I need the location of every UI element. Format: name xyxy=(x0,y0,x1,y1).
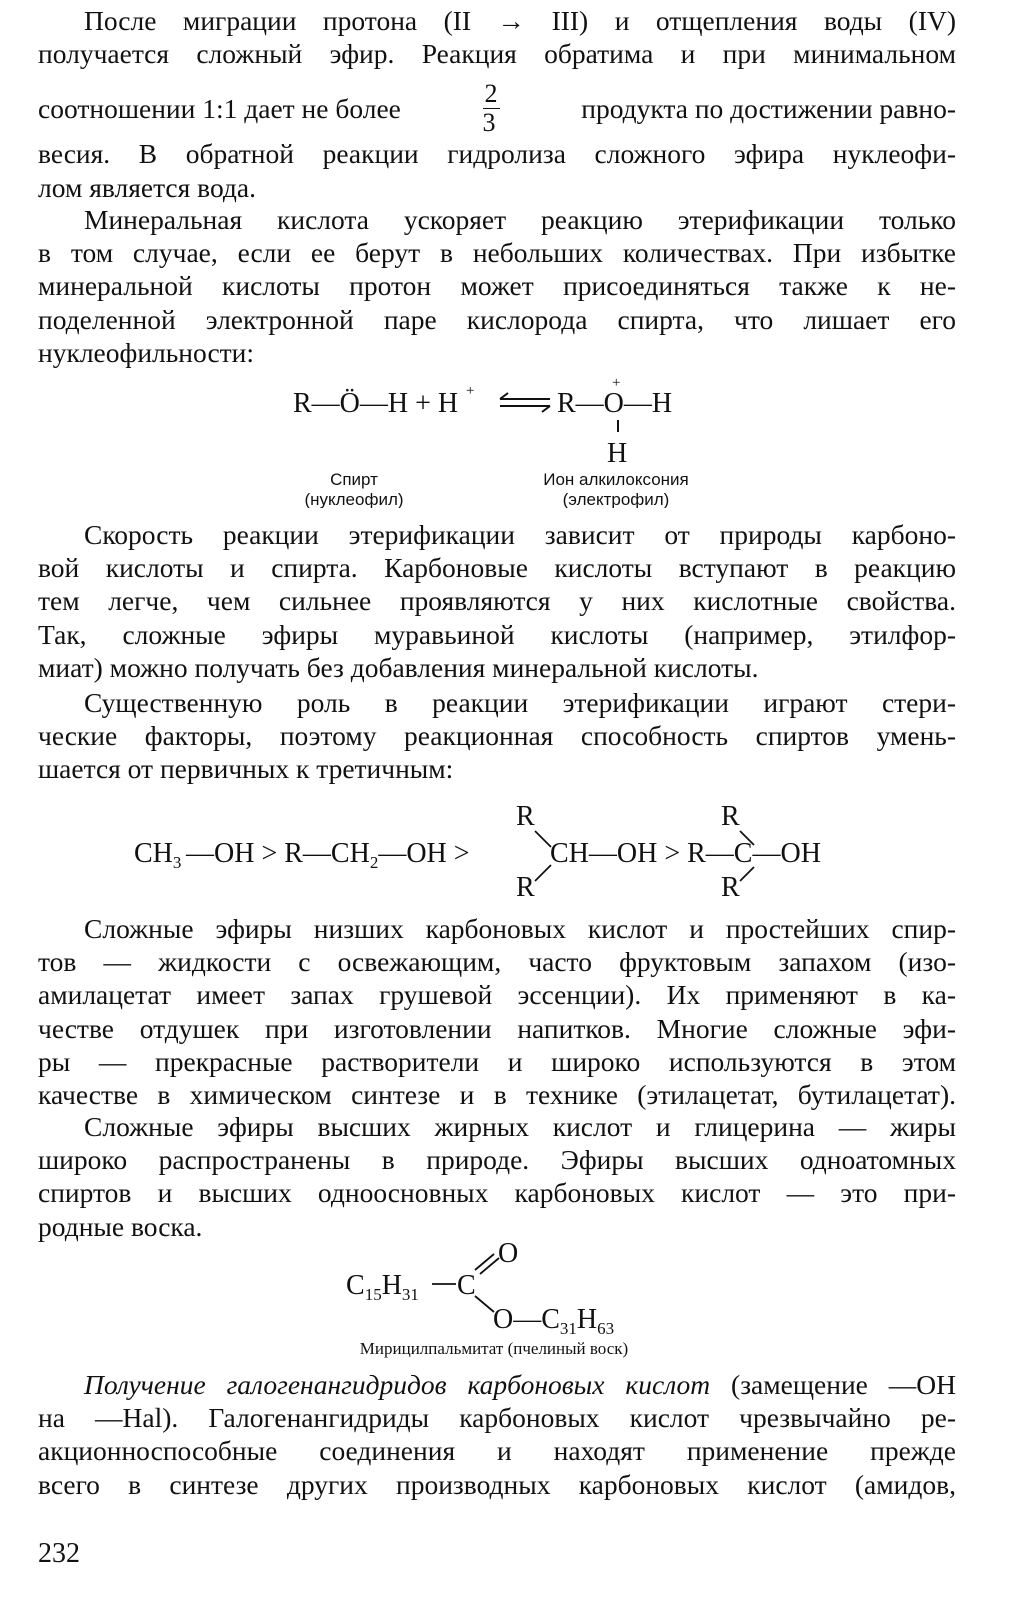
eq2-ch3: $CH_3$ xyxy=(134,838,182,872)
bond-line xyxy=(475,1296,494,1312)
text-line: вой кислоты и спирта. Карбоновые кислоты вступают в реакцию xyxy=(38,552,956,584)
text-line: тем легче, чем сильнее проявляются у них кислотные свойства. xyxy=(38,585,956,617)
eq1-oxonium-plus: + xyxy=(612,375,621,391)
text-line: Минеральная кислота ускоряет реакцию этерификации только xyxy=(84,204,956,235)
text-line: лом является вода. xyxy=(38,171,256,203)
paragraph-7 xyxy=(38,1368,956,1501)
eq3-carbonyl-o: O xyxy=(498,1238,519,1269)
eq1-left: R—Ö—H + H xyxy=(293,388,459,419)
bond-line xyxy=(535,865,551,881)
text-line: После миграции протона (II → III) и отщепления воды (IV) xyxy=(84,5,956,36)
text-line-with-fraction xyxy=(38,80,956,137)
bond-line xyxy=(740,867,754,881)
fraction-denominator: 3 xyxy=(482,108,496,138)
eq3-c15h31: $C_{15}H_{31}$ xyxy=(346,1270,419,1304)
page-number: 232 xyxy=(38,1538,80,1569)
text-line: качестве в химическом синтезе и в технике (этилацетат, бутилацетат). xyxy=(38,1079,956,1111)
text-line xyxy=(38,1368,956,1401)
eq2-r-bottom-1: R xyxy=(516,872,535,903)
text-line: спиртов и высших одноосновных карбоновых кислот — это при- xyxy=(38,1177,956,1209)
italic-heading: Получение галогенангидридов карбоновых кислот xyxy=(84,1369,711,1400)
eq1-right-h: H xyxy=(607,438,628,469)
text-line: честве отдушек при изготовлении напитков. Многие сложные эфи- xyxy=(38,1012,956,1044)
text-line: весия. В обратной реакции гидролиза сложного эфира нуклеофи- xyxy=(38,138,956,170)
paragraph-1 xyxy=(38,4,956,204)
text-fragment: (замещение —OH xyxy=(710,1369,956,1400)
caption-myricyl-palmitate: Мирицилпальмитат (пчелиный воск) xyxy=(359,1339,629,1358)
bond-line xyxy=(535,831,551,847)
eq2-secondary-tertiary: CH—OH > R—C—OH xyxy=(550,838,821,869)
text-line: нуклеофильности: xyxy=(38,336,255,368)
text-line: тов — жидкости с освежающим, часто фруктовым запахом (изо- xyxy=(38,946,956,978)
fraction-numerator: 2 xyxy=(484,79,498,109)
text-line: поделенной электронной паре кислорода спирта, что лишает его xyxy=(38,303,956,335)
text-line: родные воска. xyxy=(38,1210,203,1242)
fraction xyxy=(483,80,500,137)
caption-nucleophile: (нуклеофил) xyxy=(304,490,404,508)
text-line: в том случае, если ее берут в небольших количествах. При избытке xyxy=(38,237,956,269)
paragraph-6 xyxy=(38,1110,956,1243)
text-line: минеральной кислоты протон может присоединяться также к не- xyxy=(38,270,956,302)
text-line: шается от первичных к третичным: xyxy=(38,753,454,785)
text-line: амилацетат имеет запах грушевой эссенции). Их применяют в ка- xyxy=(38,979,956,1011)
paragraph-4 xyxy=(38,686,956,786)
equation-alcohol-reactivity xyxy=(38,795,956,907)
paragraph-3 xyxy=(38,518,956,684)
text-line: Сложные эфиры высших жирных кислот и глицерина — жиры xyxy=(84,1111,956,1142)
text-fragment: соотношении 1:1 дает не более xyxy=(38,93,401,125)
text-line: широко распространены в природе. Эфиры высших одноатомных xyxy=(38,1144,956,1176)
text-line: миат) можно получать без добавления минеральной кислоты. xyxy=(38,651,759,683)
text-line: на —Hal). Галогенангидриды карбоновых кислот чрезвычайно ре- xyxy=(38,1402,956,1434)
eq2-r-bottom-2: R xyxy=(721,872,740,903)
eq3-ester-chain: $O—C_{31}H_{63}$ xyxy=(493,1304,615,1338)
paragraph-2 xyxy=(38,203,956,369)
text-line: Так, сложные эфиры муравьиной кислоты (например, этилфор- xyxy=(38,618,956,650)
text-line: получается сложный эфир. Реакция обратима и при минимальном xyxy=(38,38,956,70)
caption-alkyloxonium: Ион алкилоксония xyxy=(543,470,689,489)
paragraph-5 xyxy=(38,912,956,1111)
text-fragment: продукта по достижении равно- xyxy=(581,93,956,125)
eq2-r-top-1: R xyxy=(516,801,535,832)
caption-electrophile: (электрофил) xyxy=(562,490,670,508)
structure-myricyl-palmitate xyxy=(38,1238,956,1360)
text-line: Существенную роль в реакции этерификации играют стери- xyxy=(84,687,956,718)
text-line: ческие факторы, поэтому реакционная способность спиртов умень- xyxy=(38,720,956,752)
text-line: акционноспособные соединения и находят применение прежде xyxy=(38,1435,956,1467)
text-line: ры — прекрасные растворители и широко используются в этом xyxy=(38,1045,956,1077)
text-line: Скорость реакции этерификации зависит от природы карбоно- xyxy=(84,519,956,550)
equilibrium-arrows-icon xyxy=(500,393,550,412)
double-bond-line xyxy=(480,1258,499,1274)
equation-alcohol-protonation xyxy=(38,368,956,508)
text-line: Сложные эфиры низших карбоновых кислот и простейших спир- xyxy=(84,913,956,944)
eq2-primary: —OH > $R—CH_2—OH$ > xyxy=(186,838,470,872)
eq2-r-top-2: R xyxy=(721,801,740,832)
eq1-plus-superscript: + xyxy=(466,383,475,399)
double-bond-line xyxy=(475,1254,494,1270)
text-line: всего в синтезе других производных карбоновых кислот (амидов, xyxy=(38,1468,956,1500)
eq3-carbonyl-c: C xyxy=(457,1270,476,1301)
eq1-right: R—O—H xyxy=(557,388,673,419)
caption-alcohol: Спирт xyxy=(330,470,378,489)
